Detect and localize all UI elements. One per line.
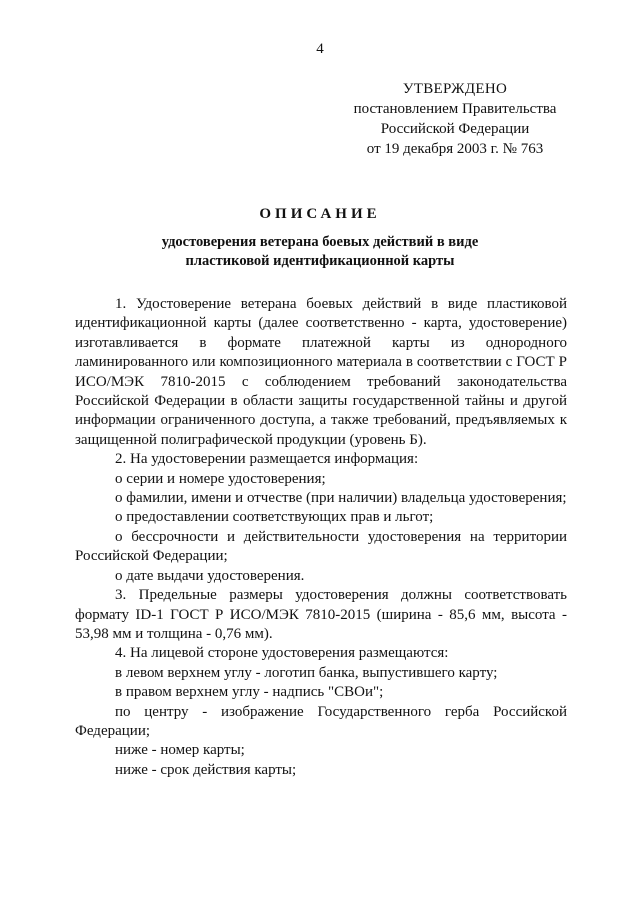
approval-line: от 19 декабря 2003 г. № 763 (366, 141, 544, 157)
subtitle-line: пластиковой идентификационной карты (185, 253, 455, 269)
approval-line: Российской Федерации (380, 121, 530, 137)
paragraph: 4. На лицевой стороне удостоверения размещаются: (115, 645, 449, 662)
document-title: ОПИСАНИЕ (259, 206, 381, 222)
paragraph: ниже - номер карты; (115, 742, 245, 759)
paragraph: о бессрочности и действительности удостоверения на территории Российской Федерации; (75, 528, 567, 565)
paragraph: о серии и номере удостоверения; (115, 470, 326, 487)
document-subtitle (0, 233, 640, 271)
paragraph: 2. На удостоверении размещается информация: (115, 451, 419, 468)
page-number: 4 (316, 41, 324, 57)
paragraph: ниже - срок действия карты; (115, 761, 297, 778)
approval-title: УТВЕРЖДЕНО (402, 81, 508, 97)
approval-line: постановлением Правительства (353, 101, 557, 117)
paragraph: 3. Предельные размеры удостоверения должны соответствовать формату ID-1 ГОСТ Р ИСО/МЭК 7810-2015 (ширина - 85,6 мм, высота - 53,98 мм и толщина - 0,76 мм). (75, 587, 567, 642)
document-body (75, 295, 567, 780)
paragraph: 1. Удостоверение ветерана боевых действий в виде пластиковой идентификационной карты (далее соответственно - карта, удостоверение) изготавливается в формате платежной карты из однородного ламинированного или композиционного материала в соответствии с ГОСТ Р ИСО/МЭК 7810-2015 с соблюдением требований законодательства Российской Федерации в области защиты государственной тайны и другой информации ограниченного доступа, а также требований, предъявляемых к защищенной полиграфической продукции (уровень Б). (75, 296, 567, 448)
paragraph: в левом верхнем углу - логотип банка, выпустившего карту; (115, 664, 498, 681)
paragraph: о предоставлении соответствующих прав и льгот; (115, 509, 434, 526)
approval-stamp (340, 79, 570, 159)
paragraph: в правом верхнем углу - надпись "СВОи"; (115, 684, 384, 701)
paragraph: о дате выдачи удостоверения. (115, 567, 305, 584)
subtitle-line: удостоверения ветерана боевых действий в виде (161, 234, 479, 250)
paragraph: по центру - изображение Государственного герба Российской Федерации; (75, 703, 567, 739)
paragraph: о фамилии, имени и отчестве (при наличии) владельца удостоверения; (115, 490, 567, 507)
